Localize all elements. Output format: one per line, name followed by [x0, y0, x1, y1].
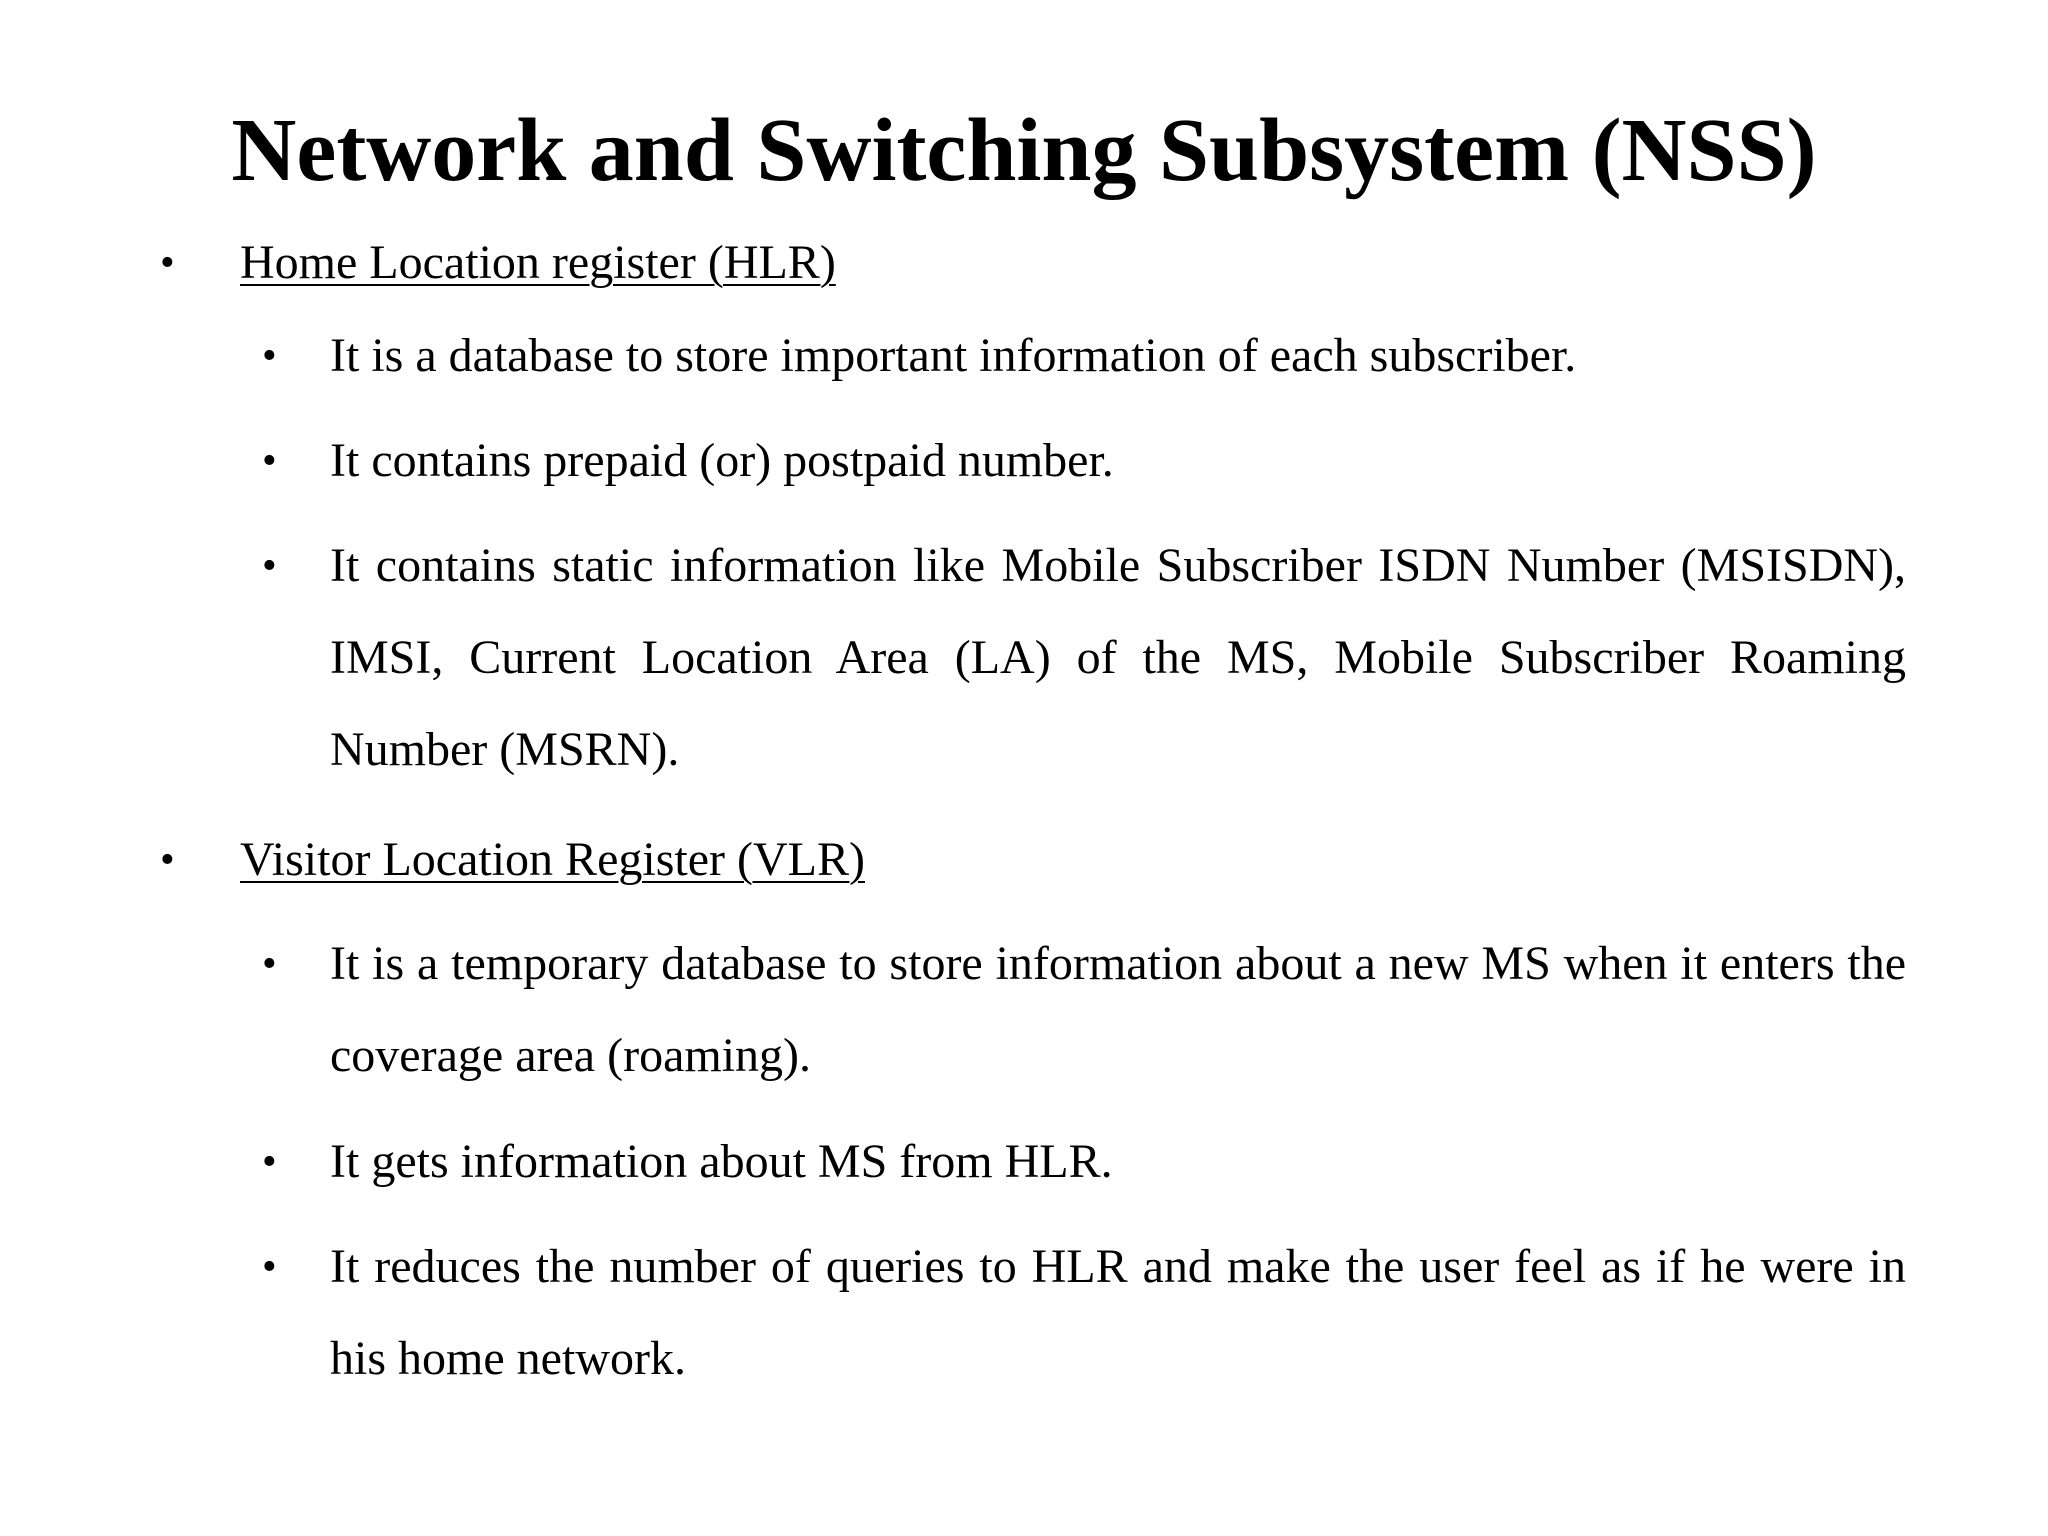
- section-heading-hlr: Home Location register (HLR): [240, 236, 836, 289]
- bullet-icon: •: [262, 543, 277, 589]
- vlr-point-3: It reduces the number of queries to HLR and make the user feel as if he were in his home network.: [330, 1240, 1906, 1385]
- bullet-icon: •: [262, 438, 277, 484]
- vlr-point-2: It gets information about MS from HLR.: [330, 1135, 1113, 1188]
- bullet-icon: •: [262, 1244, 277, 1290]
- bullet-icon: •: [160, 837, 175, 883]
- bullet-icon: •: [262, 941, 277, 987]
- hlr-point-3: It contains static information like Mobile Subscriber ISDN Number (MSISDN), IMSI, Current Location Area (LA) of the MS, Mobile Subscriber Roaming Number (MSRN).: [330, 539, 1906, 776]
- section-heading-vlr: Visitor Location Register (VLR): [240, 833, 865, 886]
- hlr-point-1: It is a database to store important information of each subscriber.: [330, 329, 1577, 382]
- bullet-icon: •: [262, 1139, 277, 1185]
- hlr-point-2: It contains prepaid (or) postpaid number.: [330, 434, 1114, 487]
- bullet-icon: •: [160, 240, 175, 286]
- bullet-icon: •: [262, 333, 277, 379]
- slide-title: Network and Switching Subsystem (NSS): [231, 101, 1817, 200]
- vlr-point-1: It is a temporary database to store information about a new MS when it enters the coverage area (roaming).: [330, 937, 1906, 1082]
